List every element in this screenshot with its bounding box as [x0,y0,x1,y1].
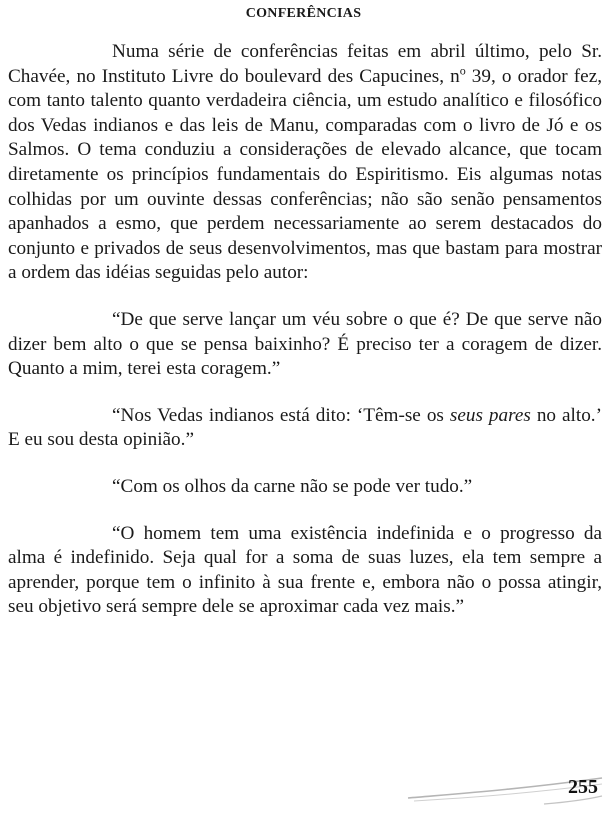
quote-2-start: “Nos Vedas indianos está dito: ‘Têm-se os [112,404,450,426]
body-text [8,40,602,620]
quote-paragraph-1: “De que serve lançar um véu sobre o que é? De que serve não dizer bem alto o que se pensa baixinho? É preciso ter a coragem de dizer. Quanto a mim, terei esta coragem.” [8,308,602,380]
page-footer [404,768,604,808]
running-head: CONFERÊNCIAS [245,6,362,21]
quote-2-italic: seus pares [449,404,531,426]
numero-superscript: o [459,63,466,78]
paragraph-intro-end: 39, o orador fez, com tanto talento quanto verdadeira ciência, um estudo analítico e filosófico dos Vedas indianos e das leis de Manu, comparadas com o livro de Jó e os Salmos. O tema conduziu a considerações de elevado alcance, que tocam diretamente os princípios fundamentais do Espiritismo. Eis algumas notas colhidas por um ouvinte dessas conferências; não são senão pensamentos apanhados a esmo, que perdem necessariamente ao serem destacados do conjunto e privados de seus desenvolvimentos, mas que bastam para mostrar a ordem das idéias seguidas pelo autor: [8,65,603,284]
quote-paragraph-4: “O homem tem uma existência indefinida e o progresso da alma é indefinido. Seja qual for a soma de suas luzes, ela tem sempre a aprender, porque tem o infinito à sua frente e, embora não o possa atingir, seu objetivo será sempre dele se aproximar cada vez mais.” [8,522,602,618]
quote-paragraph-3: “Com os olhos da carne não se pode ver tudo.” [112,475,473,497]
page-number: 255 [568,776,598,798]
quote-paragraph-2 [8,404,602,453]
paragraph-intro-start: Numa série de conferências feitas em abril último, pelo Sr. Chavée, no Instituto Livre do boulevard des Capucines, n [8,41,602,87]
quote-2-end: no alto.’ E eu sou desta opinião.” [8,404,602,451]
paragraph-intro [8,40,602,286]
